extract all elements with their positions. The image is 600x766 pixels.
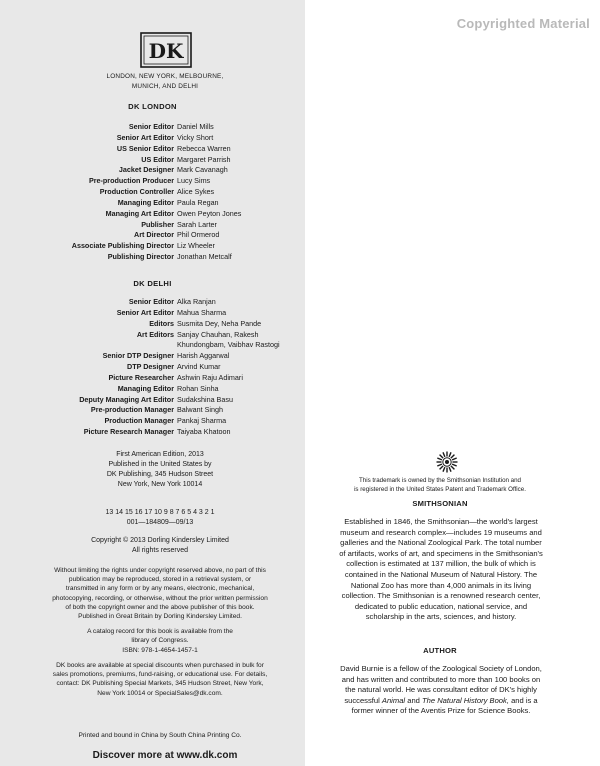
credit-role: Picture Researcher [108, 372, 174, 382]
publication-line: Published in the United States by [108, 461, 212, 468]
credit-name: Arvind Kumar [177, 362, 221, 372]
cities-line: LONDON, NEW YORK, MELBOURNE, [106, 73, 224, 80]
author-bio-text: David Burnie is a fellow of the Zoological Society of London, and has written and contributed to more than 100 books on the natural world. He was consultant editor of DK's highly successful [340, 664, 542, 705]
credit-name: Liz Wheeler [177, 241, 215, 251]
credit-name: Lucy Sims [177, 176, 211, 186]
sun-ray [443, 467, 445, 472]
dk-london-credits [0, 122, 305, 263]
credit-name: Rebecca Warren [177, 143, 231, 153]
credit-name: Margaret Parrish [177, 154, 231, 164]
watermark: Copyrighted Material [456, 16, 590, 31]
credit-name: Sudakshina Basu [177, 394, 233, 404]
credit-role: Production Manager [104, 416, 174, 426]
special-discounts-text: DK books are available at special discounts when purchased in bulk for sales promotions, premiums, fund-raising, or educational use. For details, contact: DK Publishing Special Markets, 345 Hudson Street, New York, New York 10014 or SpecialSales@dk.com. [52, 662, 268, 697]
dk-delhi-heading: DK DELHI [133, 279, 172, 288]
copyright-line: Copyright © 2013 Dorling Kindersley Limited [91, 537, 229, 544]
credit-role: Deputy Managing Art Editor [79, 394, 174, 404]
credit-role: Senior DTP Designer [102, 351, 174, 361]
author-bio-text: and is a former winner of the Aventis Prize for Science Books. [351, 695, 538, 716]
sun-ray [440, 466, 444, 470]
credit-role: Publishing Director [107, 252, 174, 262]
legal-rights-text: Without limiting the rights under copyright reserved above, no part of this publication may be reproduced, stored in a retrieval system, or transmitted in any form or by any means, electronic, mechanical, photocopying, recording, or otherwise, without the prior written permission of both the copyright owner and the above publisher of this book. Published in Great Britain by Dorling Kindersley Limited. [52, 567, 268, 621]
trademark-notice [330, 476, 550, 494]
credit-name: Susmita Dey, Neha Pande [177, 318, 262, 328]
sun-ray [449, 452, 451, 457]
credit-name: Sanjay Chauhan, Rakesh Khundongbam, Vaibhav Rastogi [177, 329, 280, 350]
publication-info [60, 450, 260, 490]
publication-line: DK Publishing, 345 Hudson Street [106, 471, 214, 478]
credit-name: Pankaj Sharma [177, 416, 227, 426]
credit-row [0, 122, 305, 133]
credit-role: Senior Editor [128, 297, 174, 306]
credit-row [0, 165, 305, 176]
smithsonian-sun-icon [436, 451, 458, 473]
sun-ray [449, 467, 451, 472]
credit-role: Senior Art Editor [116, 307, 174, 317]
smithsonian-description: Established in 1846, the Smithsonian—the world's largest museum and research complex—includes 19 museums and galleries and the National Zoological Park. The total number of artifacts, works of art, and specimens in the Smithsonian's collection is estimated at 137 million, the bulk of which is contained in the National Museum of Natural History. The National Zoo has more than 4,000 animals in its living collection. The Smithsonian is a renowned research center, dedicated to public education, national service, and scholarship in the arts, sciences, and history. [339, 517, 543, 622]
credit-role: Publisher [141, 219, 174, 229]
credit-row [0, 187, 305, 198]
credit-row [0, 241, 305, 252]
credit-name: Mahua Sharma [177, 307, 227, 317]
smithsonian-heading: SMITHSONIAN [412, 499, 468, 508]
trademark-line: is registered in the United States Patent and Trademark Office. [354, 486, 526, 493]
credit-row [0, 330, 305, 352]
credit-role: Pre-production Manager [90, 405, 174, 415]
credit-row [0, 252, 305, 263]
print-number-line: 13 14 15 16 17 10 9 8 7 6 5 4 3 2 1 [105, 509, 215, 516]
credit-row [0, 319, 305, 330]
credit-name: Paula Regan [177, 197, 219, 207]
print-codes [60, 508, 260, 528]
publication-line: First American Edition, 2013 [116, 451, 204, 458]
sun-ray [440, 455, 444, 459]
copyright-notice [60, 536, 260, 556]
credit-row [0, 297, 305, 308]
credit-name: Rohan Sinha [177, 383, 219, 393]
credit-row [0, 427, 305, 438]
credit-name: Phil Ormerod [177, 230, 220, 240]
credit-row [0, 405, 305, 416]
credit-row [0, 373, 305, 384]
author-bio [336, 664, 546, 717]
credit-row [0, 395, 305, 406]
credit-role: Pre-production Producer [88, 176, 174, 186]
credit-role: DTP Designer [127, 362, 174, 372]
discover-more [60, 750, 270, 761]
credit-row [0, 133, 305, 144]
catalog-line: library of Congress. [131, 637, 189, 645]
credit-name: Vicky Short [177, 132, 214, 142]
credit-role: Managing Art Editor [105, 208, 174, 218]
credit-row [0, 416, 305, 427]
credit-role: US Senior Editor [116, 143, 174, 153]
print-code-line: 001—184809—09/13 [126, 519, 194, 526]
catalog-record [60, 627, 260, 655]
credit-role: Production Controller [99, 187, 174, 197]
sun-ray [437, 464, 442, 466]
credit-row [0, 351, 305, 362]
credit-row [0, 144, 305, 155]
credit-name: Taiyaba Khatoon [177, 427, 231, 437]
sun-ray [451, 455, 455, 459]
credit-row [0, 308, 305, 319]
author-heading: AUTHOR [423, 646, 457, 655]
sun-ray [452, 458, 457, 460]
credit-role: Managing Editor [117, 197, 174, 207]
credit-name: Balwant Singh [177, 405, 223, 415]
credit-row [0, 230, 305, 241]
credit-name: Owen Peyton Jones [177, 208, 242, 218]
credit-row [0, 176, 305, 187]
credit-row [0, 209, 305, 220]
credit-row [0, 362, 305, 373]
sun-ray [437, 458, 442, 460]
isbn: ISBN: 978-1-4654-1457-1 [122, 646, 198, 654]
dk-logo [140, 32, 192, 68]
credit-role: Senior Art Editor [116, 132, 174, 142]
credit-role: Managing Editor [117, 383, 174, 393]
credit-name: Alka Ranjan [177, 297, 216, 306]
credit-role: Picture Research Manager [83, 427, 174, 437]
printed-line: Printed and bound in China by South China Printing Co. [78, 732, 242, 739]
credit-name: Alice Sykes [177, 187, 215, 197]
dk-london-heading: DK LONDON [128, 102, 177, 111]
credit-name: Jonathan Metcalf [177, 252, 232, 262]
catalog-line: A catalog record for this book is available from the [87, 628, 233, 635]
credit-role: US Editor [141, 154, 174, 164]
credit-role: Editors [149, 318, 174, 328]
sun-ray [451, 466, 455, 470]
credit-role: Art Editors [136, 329, 174, 339]
author-bio-text: and [405, 695, 422, 705]
discover-prefix: Discover more at [92, 750, 177, 761]
book-title-animal: Animal [381, 695, 406, 705]
credit-role: Art Director [134, 230, 174, 240]
sun-ray [452, 464, 457, 466]
credit-row [0, 384, 305, 395]
credit-row [0, 220, 305, 231]
credit-name: Sarah Larter [177, 219, 217, 229]
cities-line: MUNICH, AND DELHI [131, 83, 199, 90]
credit-role: Associate Publishing Director [71, 241, 174, 251]
dk-website-link[interactable]: www.dk.com [176, 750, 238, 761]
credit-row [0, 198, 305, 209]
trademark-line: This trademark is owned by the Smithsonian Institution and [359, 477, 521, 484]
dk-delhi-credits [0, 297, 305, 438]
credit-row [0, 155, 305, 166]
credit-name: Harish Aggarwal [177, 351, 230, 361]
publisher-cities [80, 72, 250, 92]
credit-role: Jacket Designer [118, 165, 174, 175]
credit-name: Mark Cavanagh [177, 165, 228, 175]
dk-logo-text: DK [148, 39, 184, 63]
credit-name: Ashwin Raju Adimari [177, 372, 243, 382]
publication-line: New York, New York 10014 [117, 481, 203, 488]
credit-role: Senior Editor [128, 122, 174, 131]
rights-line: All rights reserved [131, 547, 189, 554]
book-title-natural-history: The Natural History Book, [422, 695, 509, 705]
sun-ray [443, 452, 445, 457]
credit-name: Daniel Mills [177, 122, 214, 131]
